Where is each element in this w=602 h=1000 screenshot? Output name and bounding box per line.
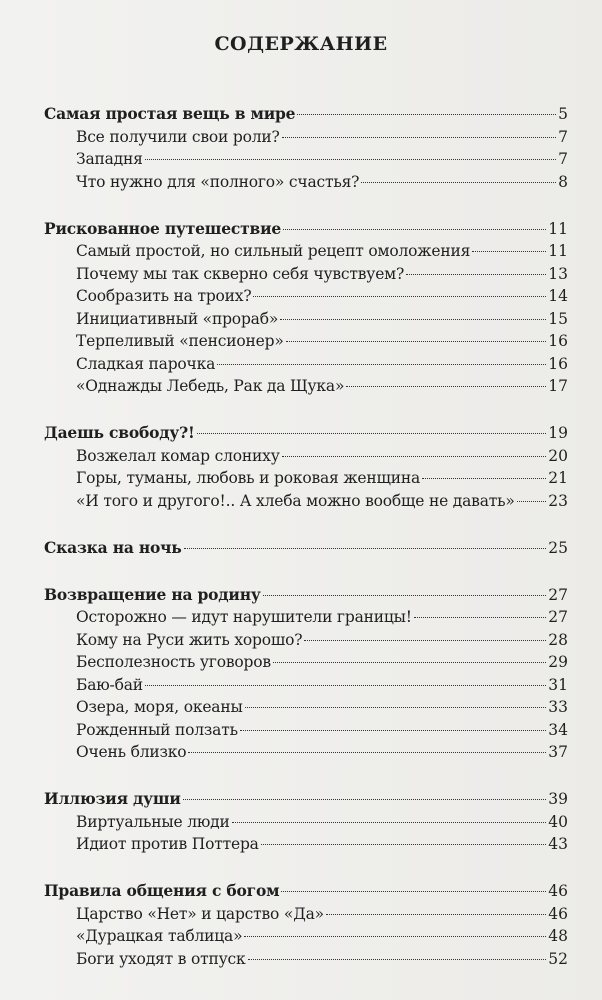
dot-leader <box>217 364 546 365</box>
toc-chapter-title: Возвращение на родину <box>44 584 261 604</box>
toc-chapter-title: Сказка на ночь <box>44 537 182 557</box>
toc-subsection-title: Инициативный «прораб» <box>76 309 279 328</box>
toc-chapter-title: Правила общения с богом <box>44 881 280 900</box>
dot-leader <box>145 685 546 686</box>
toc-chapter[interactable] <box>44 422 568 445</box>
toc-section <box>44 880 568 970</box>
toc-subsection-page-number: 48 <box>548 927 568 945</box>
toc-chapter-title: Рискованное путешествие <box>44 218 282 238</box>
toc-subsection-title: Баю-бай <box>76 675 143 694</box>
toc-subsection-page-number: 16 <box>548 354 568 373</box>
toc-chapter[interactable] <box>44 218 568 241</box>
dot-leader <box>232 822 547 823</box>
toc-chapter-page-number: 19 <box>548 424 568 442</box>
toc-chapter-page-number: 25 <box>548 538 568 557</box>
toc-subsection-title: Западня <box>76 150 143 168</box>
dot-leader <box>183 799 547 800</box>
toc-subsection-title: Сообразить на троих? <box>76 287 252 305</box>
toc-subsection-title: «Однажды Лебедь, Рак да Щука» <box>76 377 345 395</box>
toc-subsection[interactable] <box>44 263 568 286</box>
dot-leader <box>361 182 556 183</box>
dot-leader <box>188 752 546 753</box>
toc-section <box>44 788 568 856</box>
toc-subsection-page-number: 14 <box>548 287 568 305</box>
toc-subsection[interactable] <box>44 696 568 719</box>
dot-leader <box>281 891 546 892</box>
toc-subsection-title: Идиот против Поттера <box>76 835 259 853</box>
dot-leader <box>248 959 547 960</box>
toc-subsection-title: Сладкая парочка <box>76 354 216 373</box>
toc-subsection-page-number: 21 <box>548 469 568 487</box>
dot-leader <box>184 548 547 549</box>
toc-subsection-page-number: 37 <box>548 743 568 761</box>
toc-chapter-title: Даешь свободу?! <box>44 423 195 442</box>
toc-subsection-title: Царство «Нет» и царство «Да» <box>76 904 324 923</box>
dot-leader <box>326 914 546 915</box>
dot-leader <box>406 274 546 275</box>
toc-section <box>44 422 568 512</box>
toc-subsection-page-number: 11 <box>548 242 568 260</box>
toc-subsection[interactable] <box>44 148 568 171</box>
toc-subsection[interactable] <box>44 445 568 468</box>
dot-leader <box>297 114 556 115</box>
toc-subsection[interactable] <box>44 126 568 149</box>
toc-subsection-page-number: 7 <box>558 127 568 146</box>
toc-subsection-title: Что нужно для «полного» счастья? <box>76 172 360 191</box>
toc-subsection[interactable] <box>44 490 568 513</box>
dot-leader <box>240 730 546 731</box>
toc-subsection-page-number: 31 <box>548 675 568 694</box>
dot-leader <box>244 936 546 937</box>
toc-subsection[interactable] <box>44 240 568 263</box>
toc-subsection[interactable] <box>44 925 568 948</box>
toc-subsection-title: Виртуальные люди <box>76 812 230 831</box>
toc-subsection[interactable] <box>44 811 568 834</box>
toc-chapter-page-number: 5 <box>558 105 568 123</box>
toc-subsection-page-number: 15 <box>548 309 568 328</box>
dot-leader <box>282 137 556 138</box>
toc-subsection-title: «И того и другого!.. А хлеба можно вообще не давать» <box>76 491 515 510</box>
toc-subsection-title: Озера, моря, океаны <box>76 698 243 716</box>
toc-subsection[interactable] <box>44 674 568 697</box>
dot-leader <box>253 296 546 297</box>
toc-subsection-page-number: 34 <box>548 720 568 739</box>
toc-subsection-title: Боги уходят в отпуск <box>76 949 246 968</box>
table-of-contents <box>44 103 568 995</box>
toc-subsection[interactable] <box>44 606 568 629</box>
toc-chapter-page-number: 46 <box>548 882 568 900</box>
toc-subsection-title: Рожденный ползать <box>76 720 238 739</box>
toc-subsection-page-number: 52 <box>548 949 568 968</box>
toc-chapter-page-number: 27 <box>548 585 568 604</box>
dot-leader <box>283 229 546 230</box>
toc-subsection[interactable] <box>44 833 568 856</box>
toc-subsection-title: Возжелал комар слониху <box>76 446 280 465</box>
toc-chapter[interactable] <box>44 788 568 811</box>
toc-subsection[interactable] <box>44 629 568 652</box>
toc-subsection[interactable] <box>44 171 568 194</box>
toc-subsection-page-number: 43 <box>548 835 568 853</box>
toc-subsection-page-number: 28 <box>548 630 568 649</box>
toc-subsection-page-number: 17 <box>548 377 568 395</box>
toc-subsection-title: Горы, туманы, любовь и роковая женщина <box>76 469 420 487</box>
toc-section <box>44 103 568 193</box>
toc-subsection[interactable] <box>44 330 568 353</box>
dot-leader <box>472 251 546 252</box>
dot-leader <box>197 433 547 434</box>
toc-subsection-title: Кому на Руси жить хорошо? <box>76 630 303 649</box>
toc-chapter-page-number: 11 <box>548 219 568 238</box>
dot-leader <box>282 456 547 457</box>
dot-leader <box>280 319 546 320</box>
toc-subsection-page-number: 20 <box>548 446 568 465</box>
toc-chapter-title: Самая простая вещь в мире <box>44 104 296 123</box>
toc-section <box>44 537 568 560</box>
toc-subsection-title: Очень близко <box>76 743 187 761</box>
dot-leader <box>273 662 546 663</box>
page-title: СОДЕРЖАНИЕ <box>214 33 388 55</box>
dot-leader <box>517 501 547 502</box>
toc-subsection-page-number: 27 <box>548 608 568 626</box>
toc-subsection[interactable] <box>44 651 568 674</box>
toc-subsection[interactable] <box>44 375 568 398</box>
toc-subsection-page-number: 8 <box>558 172 568 191</box>
toc-subsection[interactable] <box>44 353 568 376</box>
toc-subsection-page-number: 33 <box>548 698 568 716</box>
toc-chapter[interactable] <box>44 880 568 903</box>
dot-leader <box>414 617 546 618</box>
toc-section <box>44 218 568 398</box>
dot-leader <box>263 595 547 596</box>
dot-leader <box>261 844 547 845</box>
toc-subsection-title: Осторожно — идут нарушители границы! <box>76 608 412 626</box>
toc-subsection-page-number: 13 <box>548 264 568 283</box>
toc-subsection[interactable] <box>44 741 568 764</box>
toc-subsection[interactable] <box>44 903 568 926</box>
toc-subsection[interactable] <box>44 285 568 308</box>
toc-chapter-title: Иллюзия души <box>44 789 181 808</box>
toc-subsection-page-number: 29 <box>548 653 568 671</box>
toc-section <box>44 584 568 764</box>
toc-chapter[interactable] <box>44 537 568 560</box>
toc-subsection[interactable] <box>44 308 568 331</box>
toc-subsection[interactable] <box>44 467 568 490</box>
toc-subsection-title: «Дурацкая таблица» <box>76 927 243 945</box>
toc-subsection[interactable] <box>44 719 568 742</box>
dot-leader <box>286 341 547 342</box>
toc-subsection[interactable] <box>44 948 568 971</box>
toc-subsection-page-number: 46 <box>548 904 568 923</box>
dot-leader <box>346 386 546 387</box>
dot-leader <box>245 707 547 708</box>
toc-subsection-title: Терпеливый «пенсионер» <box>76 332 284 350</box>
dot-leader <box>145 159 556 160</box>
toc-chapter-page-number: 39 <box>548 790 568 808</box>
toc-subsection-title: Все получили свои роли? <box>76 127 280 146</box>
toc-subsection-page-number: 7 <box>558 150 568 168</box>
toc-chapter[interactable] <box>44 103 568 126</box>
toc-subsection-page-number: 23 <box>548 491 568 510</box>
dot-leader <box>304 640 546 641</box>
toc-subsection-page-number: 40 <box>548 812 568 831</box>
dot-leader <box>422 478 546 479</box>
toc-subsection-page-number: 16 <box>548 332 568 350</box>
toc-subsection-title: Почему мы так скверно себя чувствуем? <box>76 264 405 283</box>
toc-subsection-title: Бесполезность уговоров <box>76 653 271 671</box>
toc-chapter[interactable] <box>44 584 568 607</box>
toc-subsection-title: Самый простой, но сильный рецепт омоложения <box>76 242 471 260</box>
